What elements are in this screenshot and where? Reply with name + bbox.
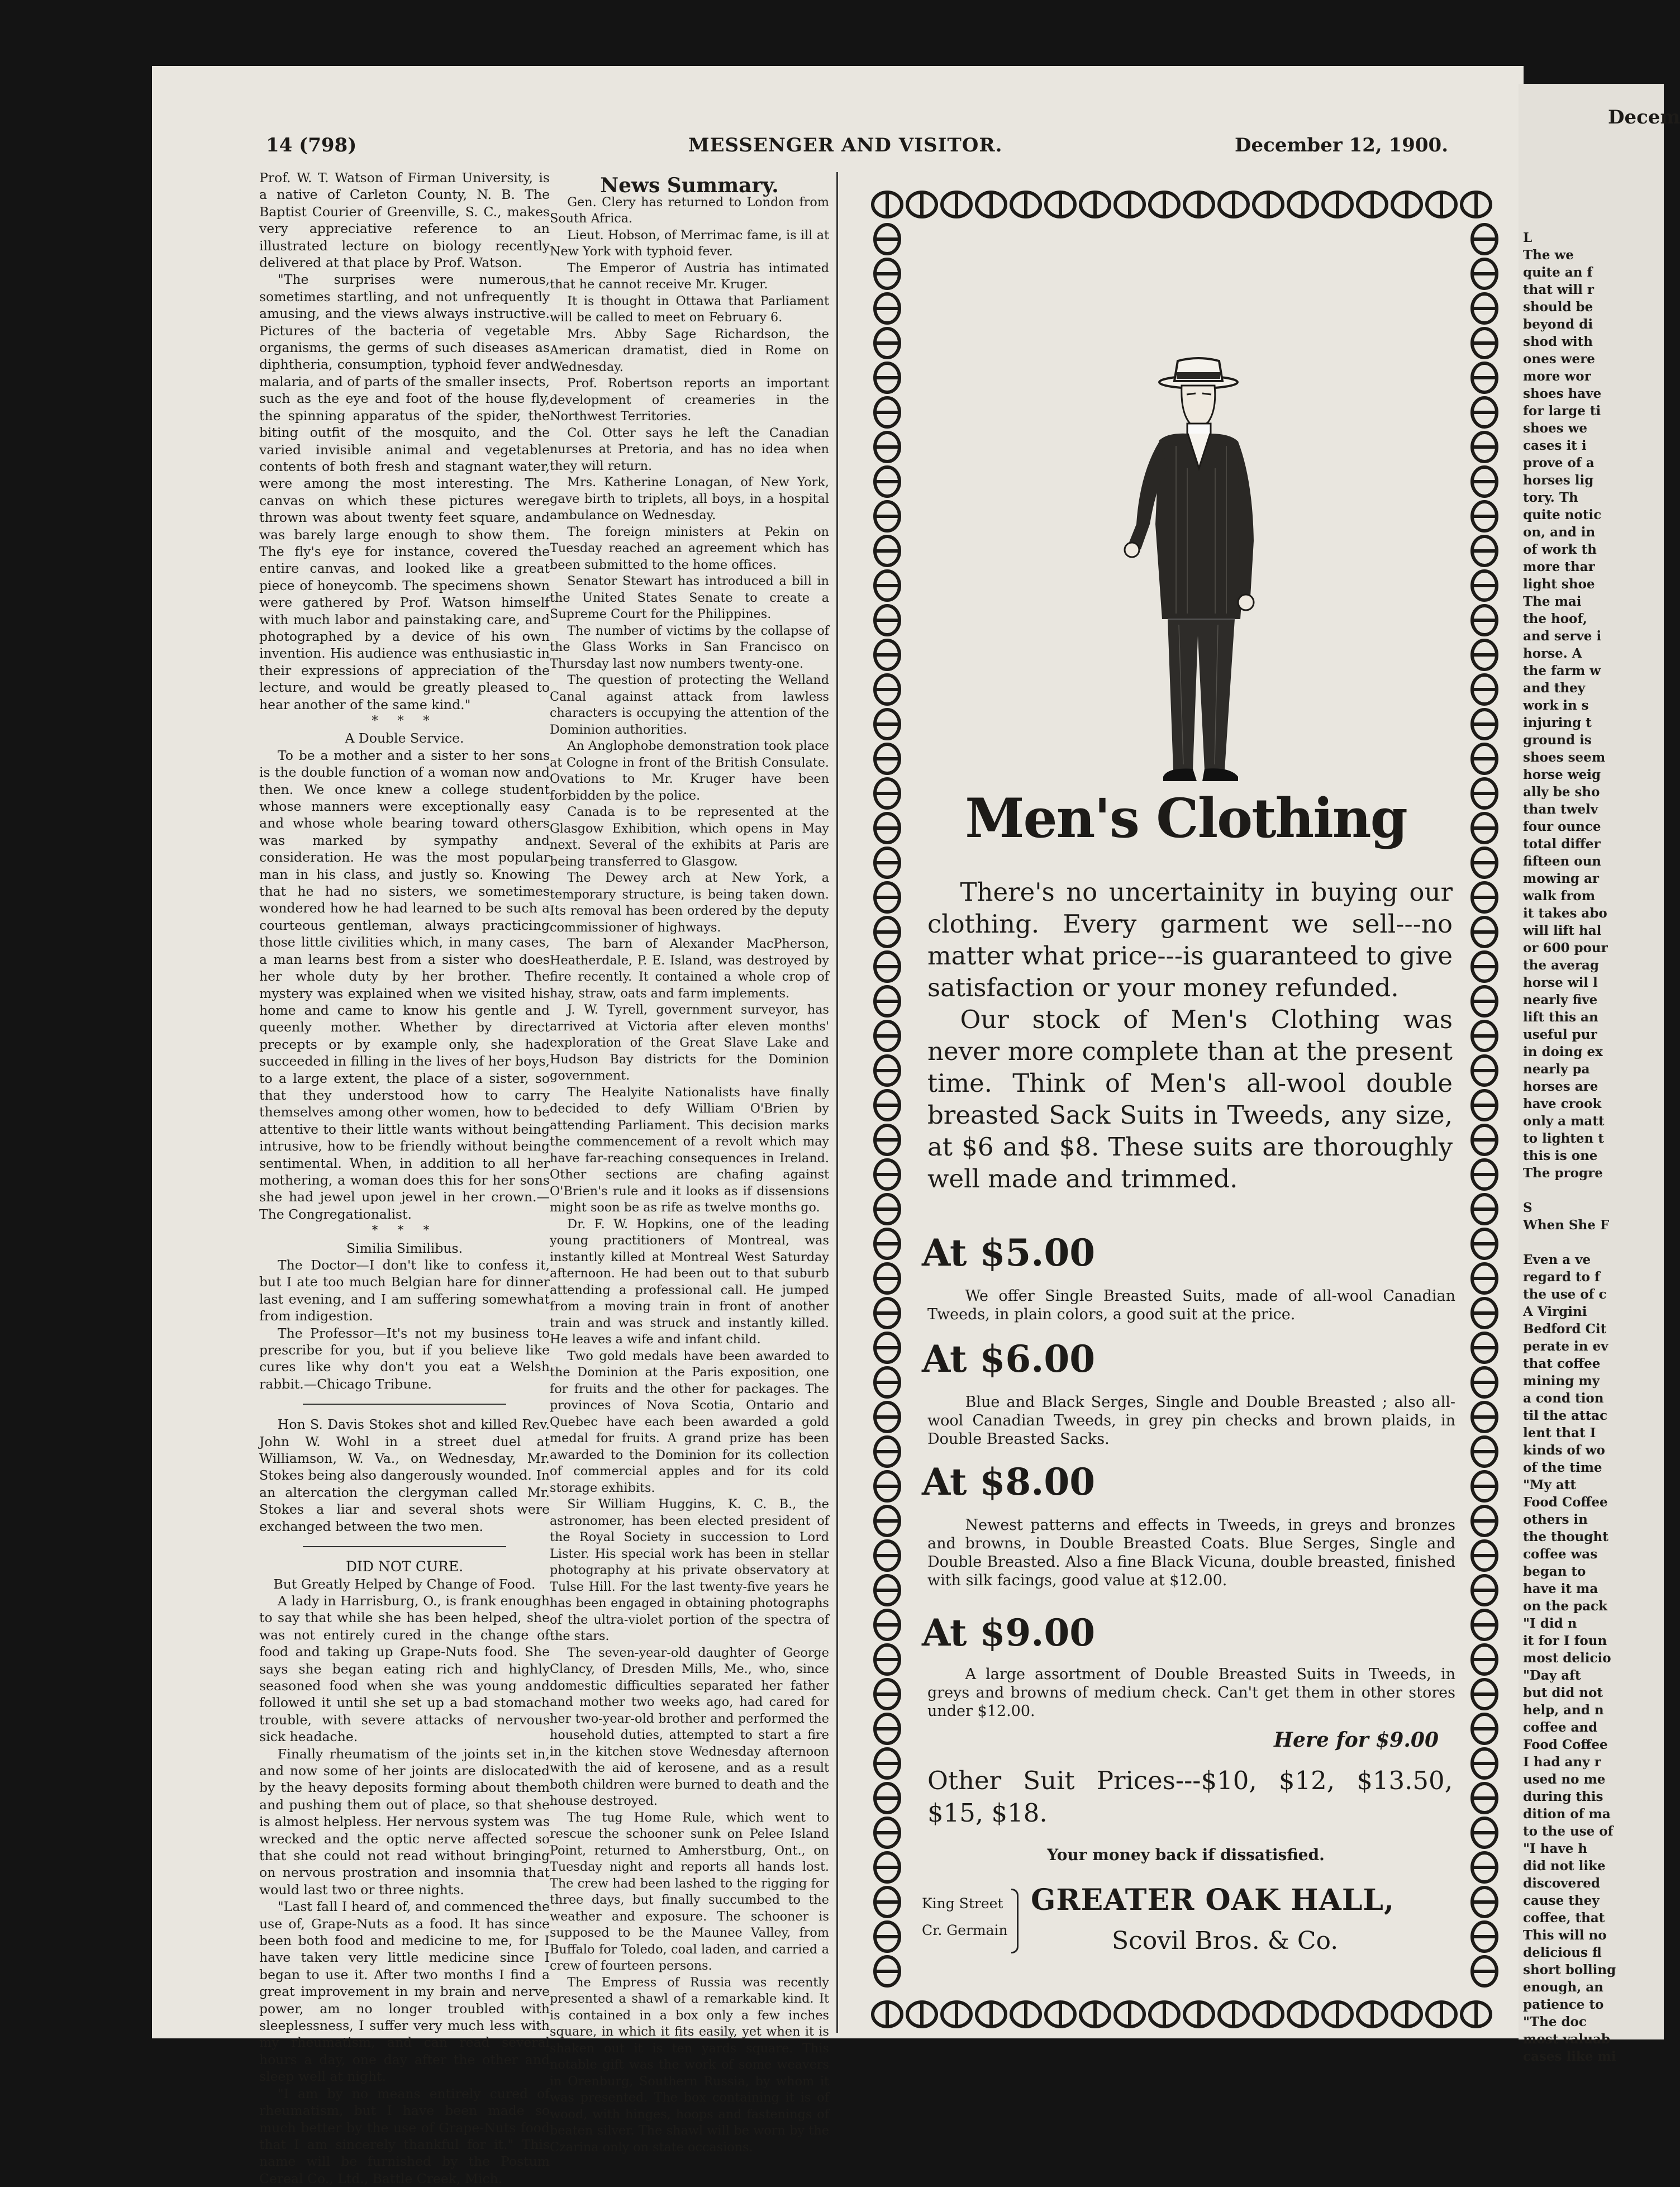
adjacent-line: delicious fl [1523,1945,1602,1960]
double-service-text: To be a mother and a sister to her sons is the double function of a woman now and then. We once knew a college student whose manners were exceptionally easy and whose whole bearing toward others was marked by sympathy and consideration. He was the most popular man in his class, and justly so. Knowing that he had no sisters, we sometimes wondered how he had learned to be such a courteous gentleman, always practicing those little civilities which, in many cases, a man learns best from a sister who does her whole duty by her brother. The mystery was explained when we visited his home and came to know his gentle and queenly mother. Whether by direct precepts or by example only, she had succeeded in filling in the lives of her boys, to a large extent, the place of a sister, so that they understood how to carry themselves among other women, how to be attentive to their little wants without being intrusive, how to be friendly without being sentimental. When, in addition to all her mothering, a woman does this for her sons she had jewel upon jewel in her crown.—The Congregationalist. [259,747,550,1222]
adjacent-line: this is one [1523,1148,1598,1163]
adjacent-line: horse. A [1523,646,1582,661]
adjacent-line: beyond di [1523,317,1593,332]
adjacent-line: nearly pa [1523,1062,1590,1077]
separator-stars: * * * [372,714,437,728]
adjacent-line: that coffee [1523,1356,1601,1371]
adjacent-line: "I did n [1523,1616,1577,1631]
news-item: An Anglophobe demonstration took place at Cologne in front of the British Consulate. Ovations to Mr. Kruger have been forbidden by the police. [550,739,829,803]
article-title-double-service: A Double Service. [345,730,464,747]
adjacent-line: the thought [1523,1529,1608,1544]
adjacent-line: to the use of [1523,1824,1614,1839]
adjacent-line: on, and in [1523,525,1596,540]
adjacent-line: help, and n [1523,1703,1604,1718]
price-desc-6: Blue and Black Serges, Single and Double Breasted ; also all-wool Canadian Tweeds, in grey pin checks and brown plaids, in Double Breasted Sacks. [927,1394,1455,1448]
news-item: Prof. Robertson reports an important development of creameries in the Northwest Territories. [550,376,829,424]
issue-date: December 12, 1900. [1235,134,1449,156]
ad-intro-para-2: Our stock of Men's Clothing was never more complete than at the present time. Think of Men's all-wool double breasted Sack Suits in Tweeds, any size, at $6 and $8. These suits are thoroughly well made and trimmed. [927,1005,1453,1194]
adjacent-line: quite notic [1523,507,1602,522]
price-desc-8: Newest patterns and effects in Tweeds, in greys and bronzes and browns, in Double Breasted Coats. Blue Serges, Single and Double Breasted. Also a fine Black Vicuna, double breasted, finished with silk facings, good value at $12.00. [927,1516,1455,1589]
adjacent-line: mining my [1523,1373,1600,1389]
adjacent-line: tory. Th [1523,490,1578,505]
adjacent-line: shoes seem [1523,750,1606,765]
adjacent-line: mowing ar [1523,871,1600,886]
article-title-similia: Similia Similibus. [346,1240,463,1256]
adjacent-line: Food Coffee [1523,1737,1608,1752]
adjacent-line: four ounce [1523,819,1601,834]
watson-para-1: Prof. W. T. Watson of Firman University, is a native of Carleton County, N. B. The Baptist Courier of Greenville, S. C., makes very appreciative reference to an illustrated lecture on biology recently delivered at that place by Prof. Watson. [259,170,550,271]
news-item: The foreign ministers at Pekin on Tuesday reached an agreement which has been submitted to the home offices. [550,524,829,572]
adjacent-line: but did not [1523,1685,1603,1700]
adjacent-line: "I have h [1523,1841,1588,1856]
ad-intro [927,876,1453,1195]
adjacent-line: light shoe [1523,577,1595,592]
news-item: Sir William Huggins, K. C. B., the astronomer, has been elected president of the Royal Society in succession to Lord Lister. His special work has been in stellar photography at his private observatory at Tulse Hill. For the last twenty-five years he has been engaged in obtaining photographs of the ultra-violet portion of the spectra of the stars. [550,1497,829,1643]
adjacent-line: others in [1523,1512,1588,1527]
adjacent-line: lift this an [1523,1010,1598,1025]
article-title-did-not-cure: DID NOT CURE. [345,1558,464,1575]
adjacent-line: The mai [1523,594,1582,609]
adjacent-line: useful pur [1523,1027,1597,1042]
adjacent-line: til the attac [1523,1408,1608,1423]
adjacent-line: in doing ex [1523,1044,1603,1059]
news-item: The seven-year-old daughter of George Clancy, of Dresden Mills, Me., who, since domestic difficulties separated her father and mother two weeks ago, had cared for her two-year-old brother and performed the household duties, attempted to start a fire in the kitchen stove Wednesday afternoon with the aid of kerosene, and as a result both children were burned to death and the house destroyed. [550,1645,829,1808]
adjacent-line: to lighten t [1523,1131,1604,1146]
adjacent-line: A Virgini [1523,1304,1587,1319]
divider [303,1404,506,1405]
adjacent-line: ally be sho [1523,785,1600,800]
similia-para-1: The Doctor—I don't like to confess it, but I ate too much Belgian hare for dinner last evening, and I am suffering somewhat from indigestion. [259,1257,550,1324]
adjacent-line: shod with [1523,334,1593,349]
price-heading-5: At $5.00 [922,1231,1096,1275]
adjacent-line: "Day aft [1523,1668,1581,1683]
adjacent-line: during this [1523,1789,1603,1804]
adjacent-line: and serve i [1523,629,1602,644]
adjacent-line: did not like [1523,1858,1606,1874]
adjacent-line: shoes have [1523,386,1602,401]
adjacent-line: will lift hal [1523,923,1602,938]
price-heading-8: At $8.00 [922,1460,1096,1504]
news-item: Lieut. Hobson, of Merrimac fame, is ill at New York with typhoid fever. [550,227,829,259]
adjacent-line: discovered [1523,1876,1600,1891]
store-name: GREATER OAK HALL, [1031,1883,1395,1917]
adjacent-line: cases like mi [1523,2049,1616,2064]
adjacent-line: When She F [1523,1218,1610,1233]
adjacent-line: more wor [1523,369,1591,384]
adjacent-line: began to [1523,1564,1586,1579]
money-back-guarantee: Your money back if dissatisfied. [1047,1846,1325,1864]
adjacent-line: only a matt [1523,1114,1605,1129]
adjacent-line: should be [1523,299,1593,315]
adjacent-line: kinds of wo [1523,1443,1605,1458]
news-item: Mrs. Katherine Lonagan, of New York, gave birth to triplets, all boys, in a hospital ambulance on Wednesday. [550,475,829,522]
news-item: Canada is to be represented at the Glasgow Exhibition, which opens in May next. Several of the exhibits at Paris are being transferred to Glasgow. [550,805,829,869]
adjacent-line: enough, an [1523,1980,1603,1995]
adjacent-line: ground is [1523,733,1592,748]
adjacent-line: or 600 pour [1523,940,1608,955]
other-suit-prices: Other Suit Prices---$10, $12, $13.50, $15, $18. [927,1766,1453,1828]
adjacent-line: horse weig [1523,767,1601,782]
news-summary-title: News Summary. [600,174,779,197]
page-number: 14 (798) [266,134,357,156]
adjacent-line: it for I foun [1523,1633,1607,1648]
adjacent-line: have it ma [1523,1581,1598,1596]
news-item: Col. Otter says he left the Canadian nurses at Pretoria, and has no idea when they will return. [550,425,829,473]
price-desc-9: A large assortment of Double Breasted Suits in Tweeds, in greys and browns of medium check. Can't get them in other stores under $12.00. [927,1666,1455,1720]
news-item: It is thought in Ottawa that Parliament will be called to meet on February 6. [550,293,829,325]
news-items [550,194,829,2156]
adjacent-line: "The doc [1523,2014,1587,2029]
adjacent-line: more thar [1523,559,1595,574]
news-item: The Healyite Nationalists have finally decided to defy William O'Brien by attending Parliament. This decision marks the commencement of a revolt which may have far-reaching consequences in Ireland. Other sections are chafing against O'Brien's rule and it looks as if dissensions might soon be as rife as twelve months go. [550,1085,829,1215]
adjacent-line: prove of a [1523,455,1595,470]
news-item: The number of victims by the collapse of the Glass Works in San Francisco on Thursday last now numbers twenty-one. [550,623,829,671]
price-desc-5: We offer Single Breasted Suits, made of all-wool Canadian Tweeds, in plain colors, a good suit at the price. [927,1287,1455,1323]
adjacent-page-text [1523,229,1663,2065]
street-line-2: Cr. Germain [922,1922,1008,1938]
price-heading-9: At $9.00 [922,1611,1096,1654]
news-item: The question of protecting the Welland Canal against attack from lawless characters is occupying the attention of the Dominion authorities. [550,673,829,737]
adjacent-line: the use of c [1523,1287,1607,1302]
adjacent-line: perate in ev [1523,1339,1608,1354]
man-in-suit-illustration [1078,356,1313,792]
masthead: MESSENGER AND VISITOR. [688,134,1003,156]
adjacent-line: The progre [1523,1166,1603,1181]
advertisement-content [911,228,1461,1991]
street-line-1: King Street [922,1895,1003,1912]
here-price: Here for $9.00 [1273,1728,1439,1752]
adjacent-line: most valuab [1523,2032,1610,2047]
adjacent-line: work in s [1523,698,1589,713]
adjacent-line: it takes abo [1523,906,1607,921]
adjacent-line [1523,1182,1663,1199]
news-item: Two gold medals have been awarded to the Dominion at the Paris exposition, one for fruits and the other for packages. The provinces of Nova Scotia, Ontario and Quebec have each been awarded a gold medal for fruits. A grand prize has been awarded to the Dominion for its collection of commercial apples and for its cold storage exhibits. [550,1348,829,1495]
adjacent-line: Food Coffee [1523,1495,1608,1510]
news-item: The Empress of Russia was recently presented a shawl of a remarkable kind. It is contained in a box only a few inches square, in which it fits easily, yet when it is shaken out it is ten yards square. This notable gift was the work of some weavers in Orenburg, Southern Russia, by whom it was presented. The box containing it is of wood, with hinges, hoops and fastenings of beaten silver. The shawl will be worn by the Czarina only on state occasions. [550,1975,829,2155]
adjacent-line: than twelv [1523,802,1598,817]
adjacent-line: coffee was [1523,1547,1598,1562]
adjacent-line: for large ti [1523,403,1601,419]
adjacent-line: Even a ve [1523,1252,1591,1267]
adjacent-line: cases it i [1523,438,1587,453]
advertisement-mens-clothing [860,178,1511,2041]
adjacent-line: cause they [1523,1893,1600,1908]
store-address [922,1890,1008,1944]
news-item: The tug Home Rule, which went to rescue the schooner sunk on Pelee Island Point, returned to Amherstburg, Ont., on Tuesday night and reports all hands lost. The crew had been lashed to the rigging for three days, but finally succumbed to the weather and exposure. The schooner is supposed to be the Maunee Valley, from Buffalo for Toledo, coal laden, and carried a crew of fourteen persons. [550,1810,829,1973]
adjacent-page-header: Decem [1608,106,1680,129]
adjacent-line: "My att [1523,1477,1576,1492]
news-item: Mrs. Abby Sage Richardson, the American dramatist, died in Rome on Wednesday. [550,326,829,374]
adjacent-line: of work th [1523,542,1597,557]
adjacent-line: the averag [1523,958,1599,973]
similia-para-2: The Professor—It's not my business to prescribe for you, but if you believe like cures like why don't you eat a Welsh rabbit.—Chicago Tribune. [259,1325,550,1392]
adjacent-line [1523,1234,1663,1251]
adjacent-line: quite an f [1523,265,1593,280]
article-subtitle-did-not-cure: But Greatly Helped by Change of Food. [273,1576,536,1592]
adjacent-line: ones were [1523,351,1595,367]
adjacent-line: used no me [1523,1772,1606,1787]
adjacent-line: This will no [1523,1928,1607,1943]
adjacent-line: dition of ma [1523,1806,1611,1822]
adjacent-line: walk from [1523,888,1596,904]
news-item: J. W. Tyrell, government surveyor, has arrived at Victoria after eleven months' exploration of the Great Slave Lake and Hudson Bay districts for the Dominion government. [550,1002,829,1083]
adjacent-line: L [1523,230,1533,245]
news-item: Senator Stewart has introduced a bill in the United States Senate to create a Supreme Court for the Philippines. [550,574,829,621]
adjacent-line: on the pack [1523,1599,1607,1614]
adjacent-line: regard to f [1523,1270,1600,1285]
column-news-summary [550,174,829,2155]
adjacent-line: short bolling [1523,1962,1616,1977]
adjacent-line: total differ [1523,836,1601,852]
adjacent-line: patience to [1523,1997,1604,2012]
column-rule [836,172,838,2033]
newspaper-page [152,66,1524,2186]
adjacent-line: S [1523,1200,1533,1215]
cure-para-4: "I am by no means entirely cured of rheumatism, but I have been made so much better by the use of Grape-Nuts food that I am sincerely thankful for it." This name will be furnished by the Postum Cereal Co., Ltd., Battle Creek, Mich. [259,2085,550,2186]
adjacent-line: have crook [1523,1096,1602,1111]
adjacent-line: the farm w [1523,663,1601,678]
divider [303,1546,506,1547]
cure-para-3: "Last fall I heard of, and commenced the use of, Grape-Nuts as a food. It has since been both food and medicine to me, for I have taken very little medicine since I began to use it. After two months I find a great improvement in my brain and nerve power, am no longer troubled with sleeplessness, I suffer very much less with my rheumatism, and can read several hours a day, one day after the other and sleep well at night. [259,1899,550,2085]
watson-para-2: "The surprises were numerous, sometimes startling, and not unfrequently amusing, and the views always instructive. Pictures of the bacteria of vegetable organisms, the germs of such diseases as diphtheria, consumption, typhoid fever and malaria, and of parts of the smaller insects, such as the eye and foot of the house fly, the spinning apparatus of the spider, the biting outfit of the mosquito, and the varied invisible animal and vegetable contents of both fresh and stagnant water, were among the most interesting. The canvas on which these pictures were thrown was about twenty feet square, and was barely large enough to show them. The fly's eye for instance, covered the entire canvas, and looked like a great piece of honeycomb. The specimens shown were gathered by Prof. Watson himself with much labor and painstaking care, and photographed by a device of his own invention. His audience was enthusiastic in their expressions of appreciation of the lecture, and would be greatly pleased to hear another of the same kind." [259,272,550,712]
news-item: Dr. F. W. Hopkins, one of the leading young practitioners of Montreal, was instantly killed at Montreal West Saturday afternoon. He had been out to that suburb attending a professional call. He jumped from a moving train in front of another train and was struck and instantly killed. He leaves a wife and infant child. [550,1216,829,1347]
ad-intro-para-1: There's no uncertainity in buying our clothing. Every garment we sell---no matter what price---is guaranteed to give satisfaction or your money refunded. [927,877,1453,1002]
news-item: Gen. Clery has returned to London from South Africa. [550,194,829,226]
separator-stars: * * * [372,1224,437,1238]
adjacent-line: Bedford Cit [1523,1321,1607,1337]
cure-para-1: A lady in Harrisburg, O., is frank enough to say that while she has been helped, she was not entirely cured in the change of food and taking up Grape-Nuts food. She says she began eating rich and highly seasoned food when she was young and followed it until she set up a bad stomach trouble, with severe attacks of nervous sick headache. [259,1592,550,1745]
adjacent-page-edge [1519,84,1680,2064]
news-item: The Dewey arch at New York, a temporary structure, is being taken down. Its removal has been ordered by the deputy commissioner of highways. [550,871,829,935]
news-item: The Emperor of Austria has intimated that he cannot receive Mr. Kruger. [550,260,829,292]
cure-para-2: Finally rheumatism of the joints set in, and now some of her joints are dislocated by the heavy deposits forming about them and pushing them out of place, so that she is almost helpless. Her nervous system was wrecked and the optic nerve affected so that she could not read without bringing on nervous prostration and insomnia that would last two or three nights. [259,1746,550,1898]
store-company: Scovil Bros. & Co. [1112,1927,1339,1955]
adjacent-line: The we [1523,248,1574,263]
adjacent-line: most delicio [1523,1651,1611,1666]
column-left [259,169,550,2186]
adjacent-line: fifteen oun [1523,854,1602,869]
adjacent-line: the hoof, [1523,611,1587,626]
adjacent-line: lent that I [1523,1425,1596,1440]
adjacent-line: shoes we [1523,421,1588,436]
adjacent-line: of the time [1523,1460,1602,1475]
adjacent-line: I had any r [1523,1755,1601,1770]
news-item: The barn of Alexander MacPherson, Heatherdale, P. E. Island, was destroyed by fire recently. It contained a whole crop of hay, straw, oats and farm implements. [550,936,829,1001]
adjacent-line: horses lig [1523,473,1594,488]
adjacent-line: injuring t [1523,715,1592,730]
ad-headline: Men's Clothing [965,787,1407,850]
adjacent-line: and they [1523,681,1586,696]
price-heading-6: At $6.00 [922,1337,1096,1381]
address-brace [1011,1889,1019,1953]
stokes-item: Hon S. Davis Stokes shot and killed Rev. John W. Wohl in a street duel at Williamson, W. Va., on Wednesday, Mr. Stokes being also dangerously wounded. In an altercation the clergyman called Mr. Stokes a liar and several shots were exchanged between the two men. [259,1416,550,1534]
adjacent-line: coffee and [1523,1720,1598,1735]
adjacent-line: a cond tion [1523,1391,1604,1406]
adjacent-line: horse wil l [1523,975,1598,990]
adjacent-line: coffee, that [1523,1910,1605,1925]
adjacent-line: horses are [1523,1079,1598,1094]
adjacent-line: nearly five [1523,992,1598,1007]
adjacent-line: that will r [1523,282,1595,297]
